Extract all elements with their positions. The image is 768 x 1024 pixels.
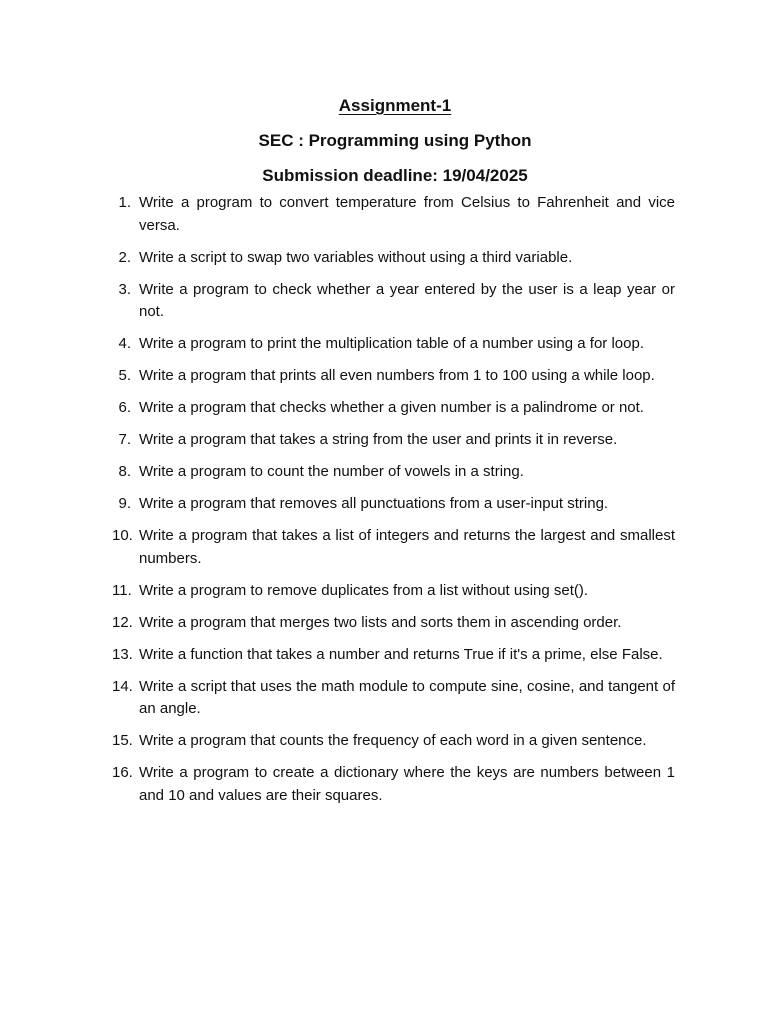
list-item <box>112 612 675 635</box>
list-item <box>112 279 675 324</box>
list-item <box>112 676 675 721</box>
list-item <box>112 525 675 570</box>
question-text: Write a program to check whether a year entered by the user is a leap year or not. <box>139 280 675 320</box>
question-text: Write a program that takes a list of integers and returns the largest and smallest numbers. <box>139 527 675 567</box>
question-number: 4. <box>118 335 131 352</box>
question-text: Write a program that takes a string from the user and prints it in reverse. <box>139 431 618 448</box>
question-number: 15. <box>112 732 133 749</box>
list-item <box>112 762 675 807</box>
list-item <box>112 429 675 452</box>
question-number: 5. <box>118 367 131 384</box>
question-number: 12. <box>112 613 133 631</box>
list-item <box>112 730 675 753</box>
list-item <box>112 333 675 356</box>
question-text: Write a program to remove duplicates from a list without using set(). <box>139 581 589 599</box>
course-subtitle: SEC : Programming using Python <box>258 131 532 150</box>
list-item <box>112 461 675 484</box>
list-item <box>112 580 675 603</box>
question-number: 3. <box>118 280 131 298</box>
question-text: Write a function that takes a number and returns True if it's a prime, else False. <box>139 645 663 663</box>
question-number: 11. <box>112 581 132 599</box>
question-text: Write a script that uses the math module to compute sine, cosine, and tangent of an angle. <box>139 677 675 717</box>
question-number: 13. <box>112 645 133 663</box>
question-text: Write a program to count the number of vowels in a string. <box>139 463 524 480</box>
question-text: Write a program that merges two lists and sorts them in ascending order. <box>139 613 622 631</box>
document-header <box>0 88 768 193</box>
question-list <box>112 192 675 817</box>
question-number: 10. <box>112 527 133 544</box>
question-text: Write a program to convert temperature from Celsius to Fahrenheit and vice versa. <box>139 194 675 234</box>
question-number: 14. <box>112 677 133 695</box>
list-item <box>112 247 675 270</box>
question-number: 2. <box>118 248 131 266</box>
question-text: Write a program to create a dictionary where the keys are numbers between 1 and 10 and values are their squares. <box>139 764 675 804</box>
list-item <box>112 644 675 667</box>
list-item <box>112 192 675 237</box>
list-item <box>112 397 675 420</box>
question-number: 1. <box>118 194 131 211</box>
list-item <box>112 493 675 516</box>
list-item <box>112 365 675 388</box>
submission-deadline: Submission deadline: 19/04/2025 <box>262 166 528 185</box>
page-title: Assignment-1 <box>338 96 452 115</box>
question-number: 6. <box>118 399 131 416</box>
question-text: Write a program that checks whether a given number is a palindrome or not. <box>139 399 644 416</box>
question-number: 16. <box>112 764 133 781</box>
question-text: Write a program that removes all punctuations from a user-input string. <box>139 495 609 512</box>
question-text: Write a program that counts the frequency of each word in a given sentence. <box>139 732 647 749</box>
question-text: Write a program that prints all even numbers from 1 to 100 using a while loop. <box>139 367 655 384</box>
question-number: 8. <box>118 463 131 480</box>
question-text: Write a program to print the multiplication table of a number using a for loop. <box>139 335 644 352</box>
question-number: 9. <box>118 495 131 512</box>
question-number: 7. <box>118 431 131 448</box>
question-text: Write a script to swap two variables without using a third variable. <box>139 248 573 266</box>
